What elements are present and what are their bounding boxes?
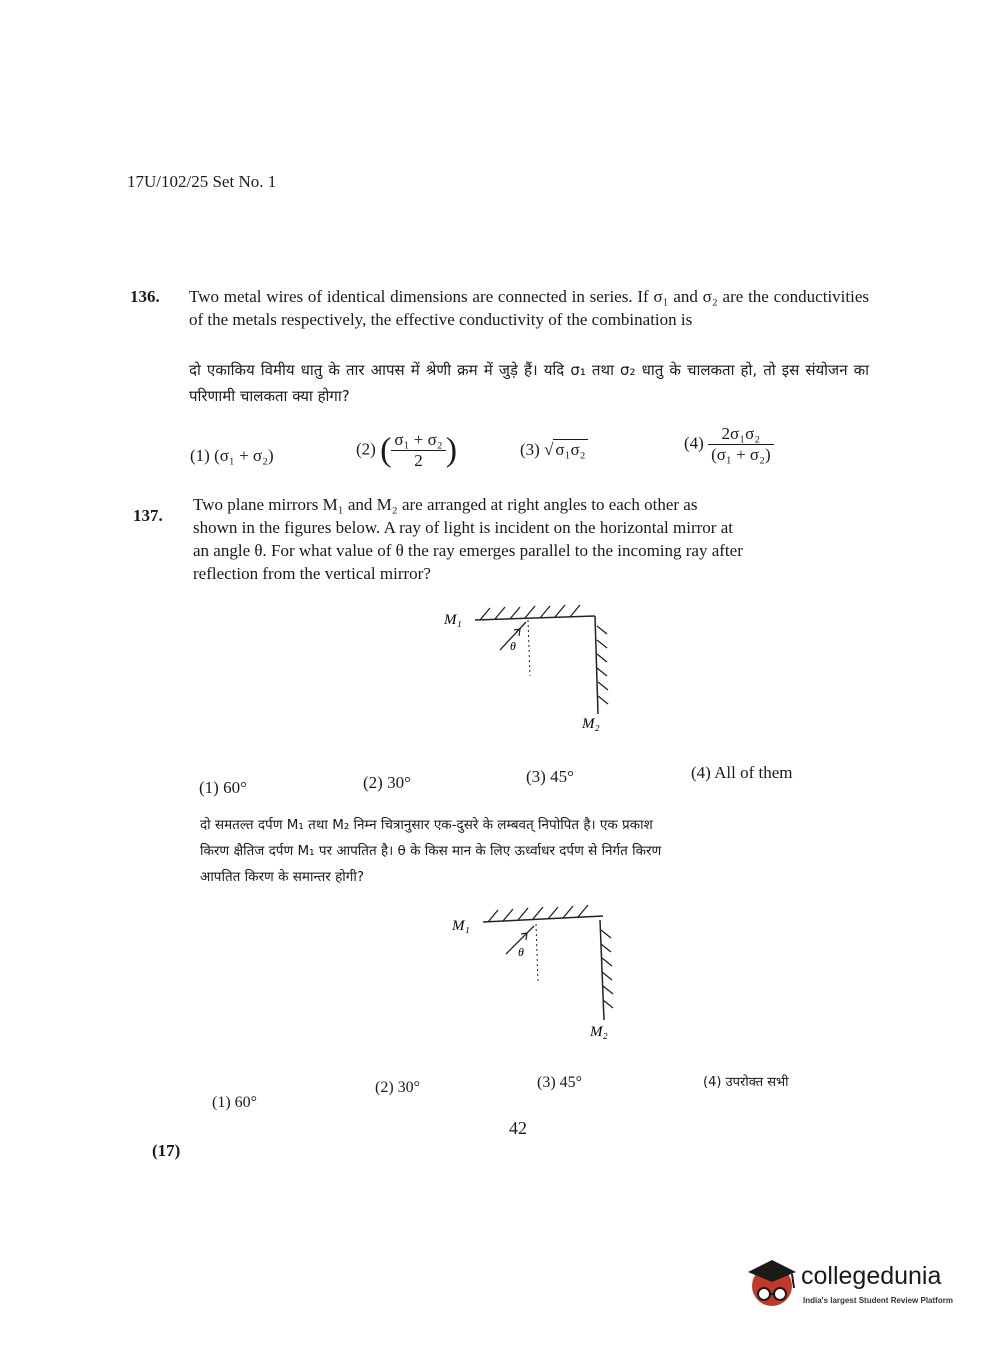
q136-option-2-label: (2) [356,439,376,459]
m1-label: M₁ [452,918,470,934]
q136-option-4-numerator: 2σ₁σ₂ [708,424,774,445]
q137-line-3: an angle θ. For what value of θ the ray emerges parallel to the incoming ray after [193,541,743,560]
mirror-diagram-hi [448,898,628,1043]
question-number-136: 136. [130,287,160,306]
q137-hi-option-4: (4) उपरोक्त सभी [703,1075,789,1090]
mirror-m1-line [483,916,603,922]
q136-option-1-value: (σ₁ + σ₂) [214,446,274,465]
normal-line [528,620,530,676]
q137-hi-line-1: दो समतल्त दर्पण M₁ तथा M₂ निम्न चित्रानुसार एक-दुसरे के लम्बवत् निपोपित है। एक प्रकाश [200,817,653,833]
paren-left-icon: ( [380,431,392,469]
mirror-m2-line [595,616,598,714]
q136-option-1-label: (1) [190,446,210,465]
q136-option-2-fraction [391,430,445,471]
footer-code: (17) [152,1141,181,1160]
q136-option-2-numerator: σ₁ + σ₂ [391,430,445,451]
q137-hi-line-2: किरण क्षैतिज दर्पण M₁ पर आपतित है। θ के किस मान के लिए ऊर्ध्वाधर दर्पण से निर्गत किरण [200,843,662,859]
q137-option-1: (1) 60° [199,778,247,797]
normal-line [536,924,538,982]
q137-hi-line-3: आपतित किरण के समान्तर होगी? [200,869,365,885]
collegedunia-logo-icon [742,1252,802,1312]
q136-option-4 [684,424,774,465]
q136-option-3-label: (3) [520,440,540,459]
q136-option-2-denominator: 2 [414,451,423,470]
q137-line-2: shown in the figures below. A ray of light is incident on the horizontal mirror at [193,518,733,537]
question-137-text-en [193,493,869,585]
q136-option-4-denominator: (σ₁ + σ₂) [711,445,771,464]
mirror-diagram-en [440,596,620,736]
brand-tagline: India's largest Student Review Platform [803,1296,953,1305]
q137-hi-option-3: (3) 45° [537,1074,583,1091]
page-number: 42 [509,1118,527,1138]
q137-option-2: (2) 30° [363,773,411,792]
brand-name: collegedunia [801,1262,942,1290]
q136-option-2 [356,430,457,471]
question-137-text-hi [200,812,880,890]
q137-line-1: Two plane mirrors M₁ and M₂ are arranged at right angles to each other as [193,495,698,514]
question-136-text-hi: दो एकाकिय विमीय धातु के तार आपस में श्रेणी क्रम में जुड़े हैं। यदि σ₁ तथा σ₂ धातु के चालकता हो, तो इस संयोजन का परिणामी चालकता क्या होगा? [189,361,869,405]
m2-label: M₂ [590,1024,608,1040]
q137-hi-option-2: (2) 30° [375,1079,421,1096]
question-136-text-en: Two metal wires of identical dimensions are connected in series. If σ₁ and σ₂ are the conductivities of the metals respectively, the effective conductivity of the combination is [189,287,869,329]
question-number-137: 137. [133,506,163,525]
q137-option-3: (3) 45° [526,767,574,786]
m2-label: M₂ [582,716,600,732]
q136-option-4-fraction [708,424,774,465]
q136-option-1 [190,446,274,466]
page-header: 17U/102/25 Set No. 1 [127,172,277,191]
q136-option-4-label: (4) [684,433,704,453]
q136-option-3 [520,440,588,460]
theta-label: θ [510,639,516,653]
q136-option-3-value: σ₁σ₂ [555,440,586,459]
q137-option-4: (4) All of them [691,763,793,782]
mirror-m2-line [600,920,604,1020]
sqrt-icon: √ [544,440,554,459]
paren-right-icon: ) [445,431,458,469]
m1-label: M₁ [444,612,462,628]
theta-label: θ [518,945,524,959]
mirror-m1-line [475,616,595,620]
q137-hi-option-1: (1) 60° [212,1094,258,1111]
q137-line-4: reflection from the vertical mirror? [193,564,431,583]
